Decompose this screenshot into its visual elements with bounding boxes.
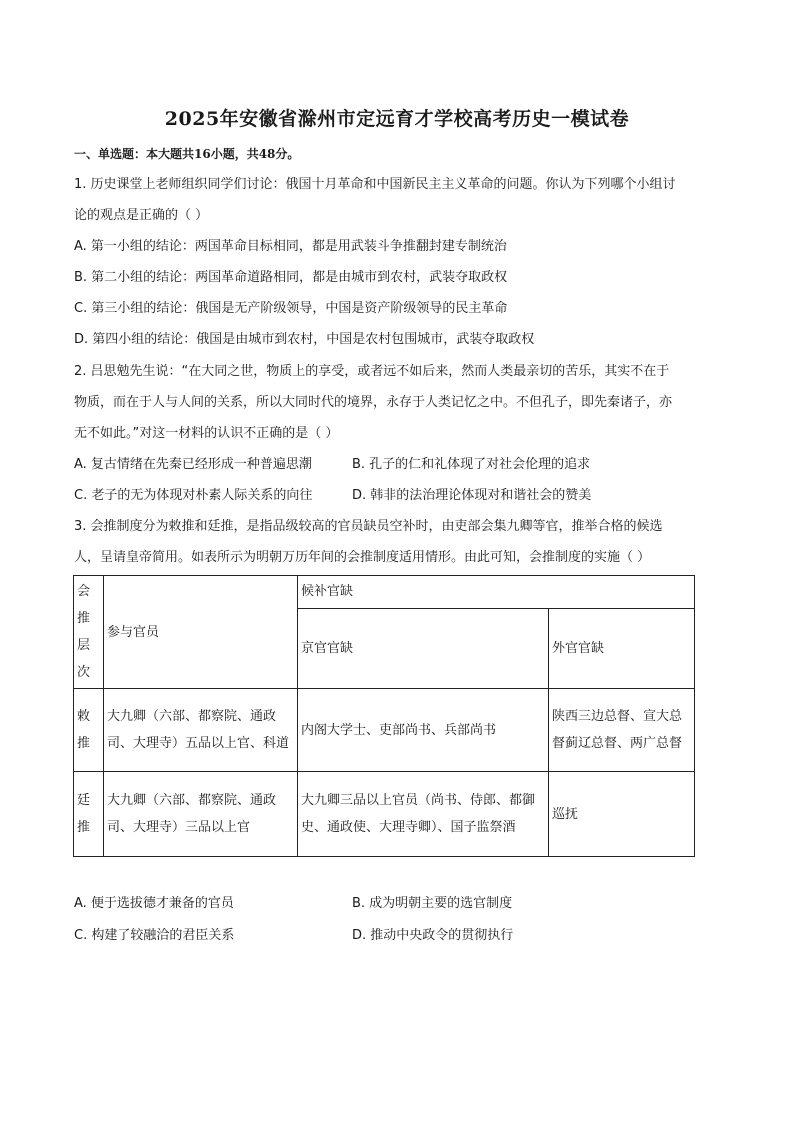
table-row bbox=[74, 689, 695, 772]
header-vacancy-cell: 候补官缺 bbox=[298, 576, 695, 609]
question-2-option-b[interactable]: B. 孔子的仁和礼体现了对社会伦理的追求 bbox=[352, 457, 591, 472]
row-outer-cell: 巡抚 bbox=[549, 772, 695, 857]
question-1-option-b[interactable]: B. 第二小组的结论：两国革命道路相同，都是由城市到农村，武装夺取政权 bbox=[74, 270, 508, 285]
question-1-option-c[interactable]: C. 第三小组的结论：俄国是无产阶级领导，中国是资产阶级领导的民主革命 bbox=[74, 301, 508, 316]
header-level-cell: 会推层次 bbox=[74, 576, 104, 689]
question-2-option-c[interactable]: C. 老子的无为体现对朴素人际关系的向往 bbox=[74, 488, 313, 503]
question-1-stem-line-2: 论的观点是正确的（ ） bbox=[74, 208, 209, 223]
question-3-stem-line-2: 人，呈请皇帝简用。如表所示为明朝万历年间的会推制度适用情形。由此可知，会推制度的实施（ ） bbox=[74, 550, 651, 565]
exam-title: 2025年安徽省滁州市定远育才学校高考历史一模试卷 bbox=[164, 108, 630, 130]
question-3-option-d[interactable]: D. 推动中央政令的贯彻执行 bbox=[352, 928, 514, 943]
row-level-cell: 廷推 bbox=[74, 772, 104, 857]
question-3-option-a[interactable]: A. 便于选拔德才兼备的官员 bbox=[74, 896, 234, 911]
meeting-recommendation-table bbox=[73, 575, 695, 857]
header-outer-cell: 外官官缺 bbox=[549, 608, 695, 688]
question-3-option-c[interactable]: C. 构建了较融洽的君臣关系 bbox=[74, 928, 235, 943]
row-capital-cell: 大九卿三品以上官员（尚书、侍郎、都御史、通政使、大理寺卿）、国子监祭酒 bbox=[298, 772, 549, 857]
question-2-stem-line-3: 无不如此。”对这一材料的认识不正确的是（ ） bbox=[74, 426, 339, 441]
header-officials-cell: 参与官员 bbox=[104, 576, 298, 689]
table-header-row bbox=[74, 576, 695, 609]
question-3-option-b[interactable]: B. 成为明朝主要的选官制度 bbox=[352, 896, 513, 911]
question-1-option-a[interactable]: A. 第一小组的结论：两国革命目标相同，都是用武装斗争推翻封建专制统治 bbox=[74, 239, 507, 254]
row-officials-cell: 大九卿（六部、都察院、通政司、大理寺）三品以上官 bbox=[104, 772, 298, 857]
question-2-stem-line-2: 物质，而在于人与人间的关系，所以大同时代的境界，永存于人类记忆之中。不但孔子，即先秦诸子，亦 bbox=[74, 395, 673, 410]
header-capital-cell: 京官官缺 bbox=[298, 608, 549, 688]
row-outer-cell: 陕西三边总督、宣大总督蓟辽总督、两广总督 bbox=[549, 689, 695, 772]
row-capital-cell: 内阁大学士、吏部尚书、兵部尚书 bbox=[298, 689, 549, 772]
question-1-option-d[interactable]: D. 第四小组的结论：俄国是由城市到农村，中国是农村包围城市，武装夺取政权 bbox=[74, 332, 535, 347]
question-2-option-d[interactable]: D. 韩非的法治理论体现对和谐社会的赞美 bbox=[352, 488, 592, 503]
question-2-stem-line-1: 2. 吕思勉先生说：“在大同之世，物质上的享受，或者远不如后来，然而人类最亲切的苦乐，其实不在于 bbox=[74, 364, 670, 379]
row-officials-cell: 大九卿（六部、都察院、通政司、大理寺）五品以上官、科道 bbox=[104, 689, 298, 772]
row-level-cell: 敕推 bbox=[74, 689, 104, 772]
section-header: 一、单选题：本大题共16小题，共48分。 bbox=[74, 147, 300, 161]
question-3-stem-line-1: 3. 会推制度分为敕推和廷推，是指品级较高的官员缺员空补时，由吏部会集九卿等官，推举合格的候选 bbox=[74, 519, 663, 534]
question-2-option-a[interactable]: A. 复古情绪在先秦已经形成一种普遍思潮 bbox=[74, 457, 312, 472]
table-row bbox=[74, 772, 695, 857]
question-1-stem-line-1: 1. 历史课堂上老师组织同学们讨论：俄国十月革命和中国新民主主义革命的问题。你认为下列哪个小组讨 bbox=[74, 177, 676, 192]
